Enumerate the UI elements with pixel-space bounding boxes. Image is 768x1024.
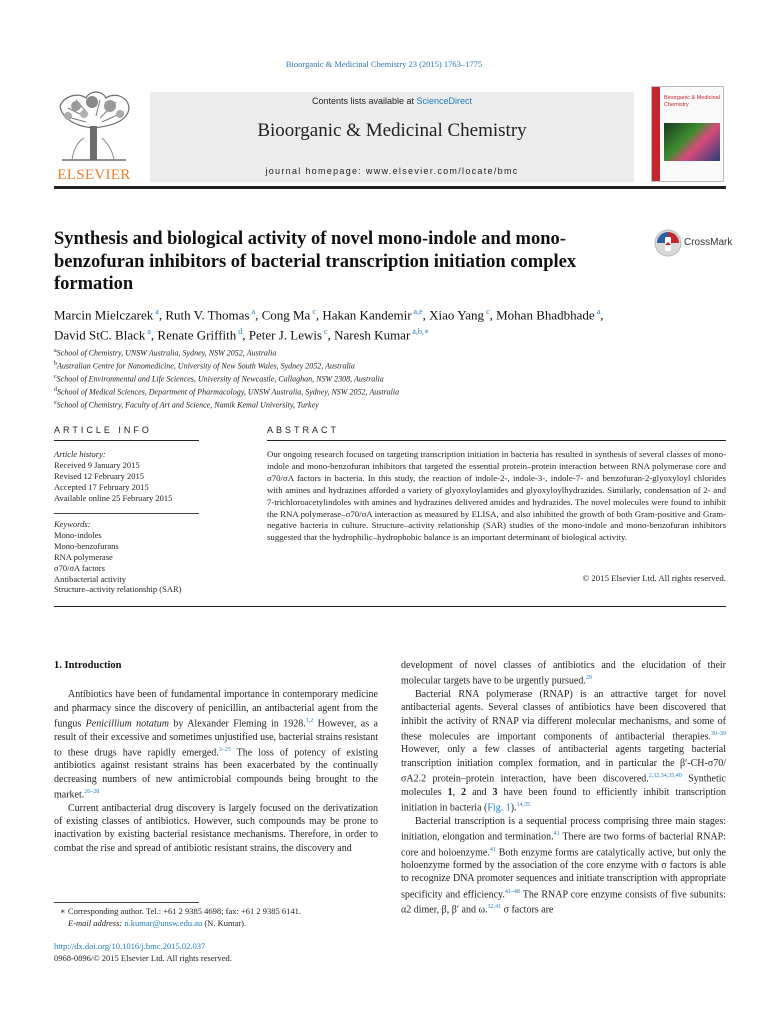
sciencedirect-link[interactable]: ScienceDirect: [416, 96, 473, 106]
crossmark-label: CrossMark: [684, 237, 733, 248]
affiliation-list: [54, 346, 734, 411]
affiliation: [54, 372, 734, 385]
corresponding-author: ∗ Corresponding author. Tel.: +61 2 9385 4698; fax: +61 2 9385 6141.: [60, 906, 302, 916]
species-name: Penicillium notatum: [85, 718, 169, 730]
intro-paragraph-5: [401, 815, 726, 917]
keyword-item: σ70/σA factors: [54, 562, 105, 573]
author-separator: ,: [255, 307, 262, 323]
author-separator: ,: [315, 307, 323, 323]
elsevier-tree-icon: [54, 88, 134, 164]
citation-link[interactable]: 41: [489, 846, 496, 853]
keywords-rule: [54, 513, 199, 514]
author-affiliation-marker[interactable]: a: [153, 307, 159, 316]
crossmark-badge[interactable]: [654, 229, 734, 259]
author-name[interactable]: Ruth V. Thomas: [165, 307, 250, 323]
citation-link[interactable]: 14,35: [516, 801, 531, 808]
author-separator: ,: [422, 307, 430, 323]
author-name[interactable]: Cong Ma: [261, 307, 311, 323]
citation-link[interactable]: 2,32,34,35,40: [648, 773, 682, 780]
header-rule: [54, 186, 726, 189]
cover-title: Bioorganic & Medicinal Chemistry: [664, 95, 720, 108]
journal-title: Bioorganic & Medicinal Chemistry: [257, 120, 527, 141]
paragraph-text: by Alexander Fleming in 1928.: [168, 718, 306, 730]
paragraph-text: Both enzyme forms are catalytically active, but only the holoenzyme formed by the association of the core enzyme with σ factors is able to recognize DNA promoter sequences and initiate transcription with appropriate specificity and efficiency.: [401, 846, 726, 901]
figure-link[interactable]: Fig. 1: [487, 802, 511, 814]
citation-link[interactable]: 26–28: [84, 789, 100, 796]
paragraph-text: The RNAP core enzyme consists of five subunits: α2 dimer, β, β′ and ω.: [401, 889, 726, 916]
keywords-label: Keywords:: [54, 519, 91, 529]
affiliation-marker: c: [54, 374, 57, 381]
keyword-item: Antibacterial activity: [54, 573, 126, 584]
author-name[interactable]: Renate Griffith: [157, 327, 237, 343]
author-separator: ,: [150, 327, 158, 343]
history-list: [54, 460, 254, 504]
contents-line: [150, 96, 634, 106]
affiliation-text: School of Chemistry, UNSW Australia, Sydney, NSW 2052, Australia: [56, 348, 277, 358]
affiliation-marker: e: [54, 400, 57, 407]
paragraph-text: The loss of potency of existing antibiotics against resistant strains has been exacerbated by the continually decreasing numbers of new antimicrobial compounds being brought to the market.: [54, 747, 378, 801]
abstract-heading: ABSTRACT: [267, 425, 340, 435]
author-affiliation-marker[interactable]: c: [310, 307, 316, 316]
abstract-text: Our ongoing research focused on targeting transcription initiation in bacteria has resulted in synthesis of several classes of mono-indole and mono-benzofuran inhibitors that targeted the essential protein–protein interaction between RNA polymerase core and σ70/σA factors in bacteria. In this study, the reaction of indole-2-, indole-3-, indole-7- and benzofuran-2-glyoxyloyl chlorides with amines and hydrazines afforded a variety of glyoxyloylamides and glyoxyloylhydrazides. Similarly, condensation of 2- and 7-trichloroacetylindoles with amines and hydrazines delivered amides and hydrazides. The novel molecules were found to inhibit the RNA polymerase–σ70/σA interaction as measured by ELISA, and also inhibited the growth of both Gram-positive and Gram-negative bacteria in culture. Structure–activity relationship (SAR) studies of the mono-indole and mono-benzofuran inhibitors suggested that the hydrophilic–hydrophobic balance is an important determinant of biological activity.: [267, 449, 726, 543]
keywords-block: [54, 519, 254, 595]
section-heading-introduction: 1. Introduction: [54, 660, 122, 671]
article-info-heading: ARTICLE INFO: [54, 425, 152, 435]
author-affiliation-marker[interactable]: c: [322, 327, 328, 337]
article-history: [54, 449, 254, 504]
intro-paragraph-1: [54, 688, 378, 801]
author-name[interactable]: Naresh Kumar: [334, 327, 411, 343]
author-affiliation-marker[interactable]: a,b,∗: [410, 327, 430, 337]
abstract-copyright: © 2015 Elsevier Ltd. All rights reserved.: [582, 573, 726, 583]
paragraph-text: σ factors are: [501, 904, 554, 916]
author-affiliation-marker[interactable]: c: [484, 307, 490, 316]
author-name[interactable]: Marcin Mielczarek: [54, 307, 154, 323]
publisher-name: ELSEVIER: [57, 167, 131, 183]
abstract-rule: [267, 440, 726, 441]
author-list: [54, 303, 734, 344]
author-separator: ,: [489, 307, 497, 323]
affiliation: [54, 359, 734, 372]
journal-homepage[interactable]: journal homepage: www.elsevier.com/locate/bmc: [265, 166, 519, 176]
issn-copyright: 0968-0896/© 2015 Elsevier Ltd. All rights reserved.: [54, 952, 232, 963]
citation-link[interactable]: 1,2: [305, 717, 314, 724]
affiliation: [54, 346, 734, 359]
keyword-item: Structure–activity relationship (SAR): [54, 584, 182, 595]
author-separator: ,: [327, 327, 335, 343]
doi-link[interactable]: http://dx.doi.org/10.1016/j.bmc.2015.02.037: [54, 941, 206, 951]
journal-cover-thumbnail[interactable]: [651, 86, 724, 182]
compound-number: 1: [447, 786, 453, 798]
paragraph-text: ,: [452, 786, 462, 798]
keywords-list: [54, 530, 254, 595]
intro-paragraph-2: Current antibacterial drug discovery is largely focused on the derivatization of existing classes of antibiotics. However, such compounds may be prone to inactivation by existing bacterial resistance mechanisms. Therefore, in order to combat the rise and spread of antibiotic resistant strains, the discovery and: [54, 802, 378, 854]
author-affiliation-marker[interactable]: a: [249, 307, 256, 316]
paper-title: Synthesis and biological activity of novel mono-indole and mono-benzofuran inhibitors of bacterial transcription initiation complex formation: [54, 229, 577, 294]
abstract-bottom-rule: [54, 606, 726, 607]
affiliation-text: School of Medical Sciences, Department of Pharmacology, UNSW Australia, Sydney, NSW 2052, Australia: [57, 387, 400, 397]
paragraph-text: However, only a few classes of antibacterial agents targeting bacterial transcription initiation complex formation, and in particular the β′-CH-σ70/σA2.2 protein–protein interaction, have been discovered.: [401, 744, 726, 785]
history-item: Received 9 January 2015: [54, 459, 140, 470]
keyword-item: Mono-benzofurans: [54, 540, 119, 551]
author-affiliation-marker[interactable]: a,e: [411, 307, 423, 316]
affiliation-marker: b: [54, 361, 57, 368]
body-left-column: [54, 659, 378, 855]
author-affiliation-marker[interactable]: a: [594, 307, 601, 316]
affiliation-text: School of Environmental and Life Sciences, University of Newcastle, Callaghan, NSW 2308, Australia: [56, 374, 384, 384]
affiliation: [54, 385, 734, 398]
paragraph-text: Antibiotics have been of fundamental importance in contemporary medicine and pharmacy since the discovery of penicillin, an antibacterial agent from the fungus: [54, 689, 378, 730]
author-name[interactable]: Mohan Bhadbhade: [496, 307, 595, 323]
author-separator: ,: [158, 307, 166, 323]
citation-link[interactable]: 41: [553, 830, 560, 837]
paragraph-text: There are two forms of bacterial RNAP: core and holoenzyme.: [401, 831, 727, 858]
info-rule: [54, 440, 199, 441]
paragraph-text: Bacterial transcription is a sequential process comprising three main stages: initiation, elongation and termination.: [401, 815, 726, 843]
author-name[interactable]: Xiao Yang: [429, 307, 485, 323]
author-separator: ,: [600, 307, 604, 323]
affiliation-marker: a: [54, 348, 57, 354]
compound-number: 2: [461, 786, 467, 798]
affiliation: [54, 398, 734, 411]
author-name[interactable]: David StC. Black: [54, 327, 146, 343]
author-name[interactable]: Hakan Kandemir: [322, 307, 412, 323]
intro-paragraph-4: [401, 688, 726, 815]
history-item: Revised 12 February 2015: [54, 470, 144, 481]
paragraph-text: However, as a result of their excessive and sometimes unjustified use, bacterial strains resistant to these drugs have rapidly emerged.: [54, 718, 378, 759]
journal-reference[interactable]: Bioorganic & Medicinal Chemistry 23 (2015) 1763–1775: [285, 59, 483, 69]
affiliation-text: School of Chemistry, Faculty of Art and Science, Namik Kemal University, Turkey: [56, 400, 319, 410]
cover-spine: [652, 87, 660, 181]
elsevier-logo[interactable]: [54, 88, 134, 184]
history-item: Accepted 17 February 2015: [54, 481, 149, 492]
cover-image: [664, 123, 720, 161]
author-separator: ,: [242, 327, 249, 343]
history-item: Available online 25 February 2015: [54, 492, 173, 503]
contents-prefix: Contents lists available at: [311, 96, 417, 106]
footnote-rule: [54, 902, 199, 903]
keyword-item: Mono-indoles: [54, 529, 102, 540]
citation-link[interactable]: 41–48: [504, 888, 520, 895]
paragraph-text: Synthetic molecules: [401, 773, 726, 798]
citation-link[interactable]: 30–39: [711, 730, 726, 737]
citation-link[interactable]: 32,41: [487, 904, 502, 911]
intro-paragraph-3: [401, 659, 726, 688]
author-affiliation-marker[interactable]: a: [145, 327, 151, 337]
affiliation-marker: d: [54, 387, 57, 394]
author-affiliation-marker[interactable]: d: [236, 327, 243, 337]
citation-link[interactable]: 29: [585, 675, 592, 682]
paragraph-text: development of novel classes of antibiotics and the elucidation of their molecular targets have to be urgently pursued.: [401, 660, 726, 687]
keyword-item: RNA polymerase: [54, 551, 113, 562]
citation-link[interactable]: 3–25: [218, 746, 231, 753]
email-suffix: (N. Kumar).: [202, 917, 247, 928]
body-right-column: [401, 659, 726, 917]
paragraph-text: ).: [510, 802, 517, 814]
doi-block: [54, 941, 374, 964]
crossmark-icon: [654, 229, 682, 257]
author-name[interactable]: Peter J. Lewis: [248, 327, 323, 343]
affiliation-text: Australian Centre for Nanomedicine, University of New South Wales, Sydney 2052, Australia: [57, 361, 355, 371]
history-label: Article history:: [54, 449, 106, 459]
paragraph-text: Bacterial RNA polymerase (RNAP) is an attractive target for novel antibacterial agents. Several classes of antibiotics have been discovered that inhibit the activity of RNAP via different molecular mechanisms, and some of these molecules are important components of antibacterial therapies.: [401, 688, 726, 743]
corresponding-author-note: [60, 906, 380, 929]
paragraph-text: have been found to efficiently inhibit transcription initiation in bacteria (: [401, 786, 726, 814]
compound-number: 3: [492, 786, 498, 798]
author-email-link[interactable]: n.kumar@unsw.edu.au: [124, 917, 203, 928]
email-label: E-mail address:: [68, 917, 125, 928]
paragraph-text: and: [466, 786, 493, 798]
